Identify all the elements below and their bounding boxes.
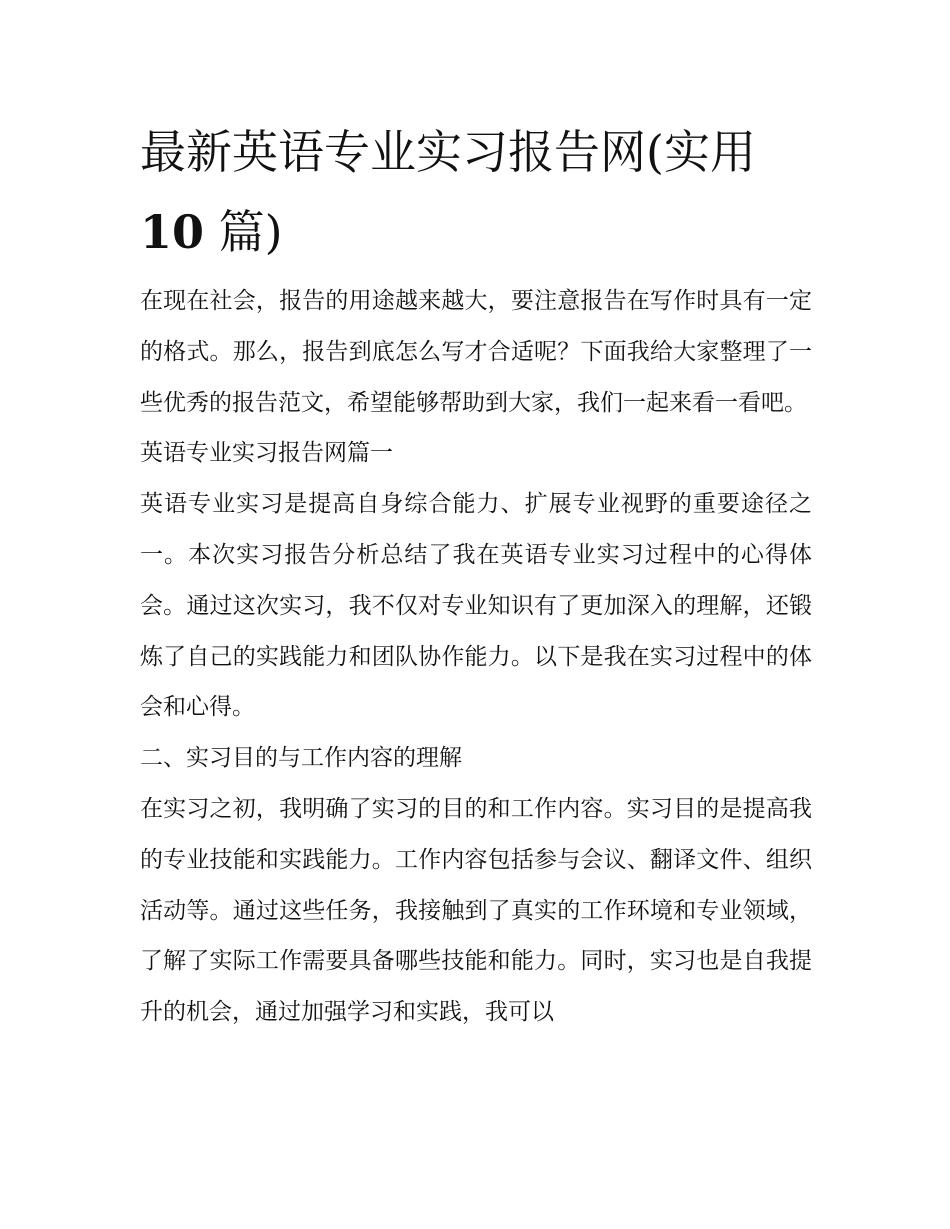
document-page xyxy=(140,0,812,1229)
title-line-2-rest: 篇) xyxy=(204,205,283,259)
document-title xyxy=(140,112,812,272)
intro-paragraph: 在现在社会，报告的用途越来越大，要注意报告在写作时具有一定的格式。那么，报告到底怎么写才合适呢？下面我给大家整理了一些优秀的报告范文，希望能够帮助到大家，我们一起来看一看吧。 xyxy=(140,288,812,416)
title-line-1: 最新英语专业实习报告网(实用 xyxy=(140,125,756,179)
section-heading-purpose: 二、实习目的与工作内容的理解 xyxy=(140,745,462,772)
title-number: 10 xyxy=(140,205,205,259)
document-body xyxy=(140,276,812,1038)
body-paragraph: 在实习之初，我明确了实习的目的和工作内容。实习目的是提高我的专业技能和实践能力。工作内容包括参与会议、翻译文件、组织活动等。通过这些任务，我接触到了真实的工作环境和专业领域，了解了实际工作需要具备哪些技能和能力。同时，实习也是自我提升的机会，通过加强学习和实践，我可以 xyxy=(140,795,812,1026)
section-heading-part-one: 英语专业实习报告网篇一 xyxy=(140,440,393,467)
body-paragraph: 英语专业实习是提高自身综合能力、扩展专业视野的重要途径之一。本次实习报告分析总结了我在英语专业实习过程中的心得体会。通过这次实习，我不仅对专业知识有了更加深入的理解，还锻炼了自己的实践能力和团队协作能力。以下是我在实习过程中的体会和心得。 xyxy=(140,491,812,721)
